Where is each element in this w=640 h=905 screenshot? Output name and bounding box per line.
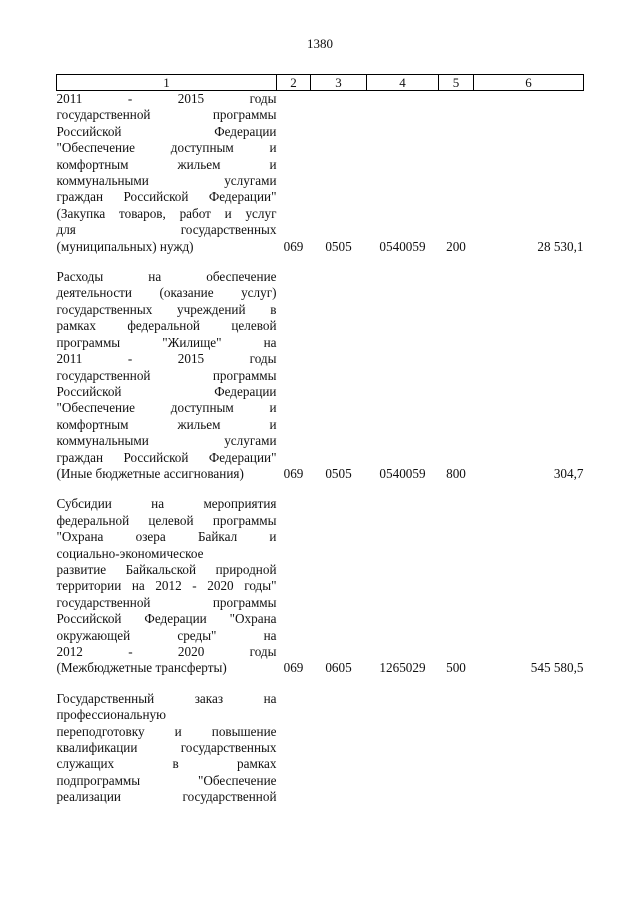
description-line: (муниципальных) нужд) (56, 238, 194, 254)
header-col-1: 1 (57, 75, 277, 91)
ministry-code: 069 (283, 660, 304, 676)
description-line: (Иные бюджетные ассигнования) (56, 465, 244, 481)
spacer-cell (277, 255, 311, 269)
table-row (57, 496, 584, 676)
expense-type-code (439, 691, 474, 806)
amount-value: 304,7 (553, 465, 584, 481)
expense-type-code: 500 (446, 660, 466, 676)
spacer-cell (57, 482, 277, 496)
description-line: переподготовку и повышение (56, 723, 277, 739)
description-line: государственной программы (56, 367, 277, 383)
ministry-code (277, 691, 311, 806)
target-code (367, 691, 439, 806)
header-col-4: 4 (367, 75, 439, 91)
table-header-row (57, 75, 584, 91)
header-col-3: 3 (311, 75, 367, 91)
table-row (57, 91, 584, 256)
description-line: 2012 - 2020 годы (56, 644, 277, 659)
description-line: граждан Российской Федерации" (56, 449, 277, 465)
description-line: федеральной целевой программы (56, 512, 277, 528)
description-line: Российской Федерации (56, 123, 277, 139)
description-line: "Обеспечение доступным и (56, 400, 277, 416)
description-line: "Охрана озера Байкал и (56, 529, 277, 545)
description-line: Российской Федерации (56, 383, 277, 399)
amount-value (474, 691, 584, 806)
table-body (57, 91, 584, 806)
description-line: коммунальными услугами (56, 433, 277, 449)
description-line: реализации государственной (56, 789, 277, 805)
header-col-2: 2 (277, 75, 311, 91)
target-code: 0540059 (379, 238, 426, 254)
description-line: для государственных (56, 222, 277, 238)
ministry-code: 069 (283, 465, 304, 481)
table-row (57, 269, 584, 482)
spacer-cell (311, 255, 367, 269)
amount-value: 545 580,5 (530, 660, 584, 676)
budget-table (56, 74, 584, 806)
description-line: социально-экономическое (56, 545, 204, 561)
description-line: деятельности (оказание услуг) (56, 285, 277, 301)
spacer-cell (367, 255, 439, 269)
description-line: Российской Федерации "Охрана (56, 611, 277, 627)
section-code: 0605 (325, 660, 352, 676)
section-code: 0505 (325, 238, 352, 254)
description-line: (Закупка товаров, работ и услуг (56, 205, 277, 221)
spacer-cell (367, 482, 439, 496)
row-description (57, 691, 277, 806)
spacer-cell (311, 482, 367, 496)
amount-value: 28 530,1 (537, 238, 584, 254)
spacer-cell (57, 255, 277, 269)
description-line: Расходы на обеспечение (56, 269, 277, 285)
header-col-6: 6 (474, 75, 584, 91)
row-spacer (57, 482, 584, 496)
description-line: рамках федеральной целевой (56, 318, 277, 334)
description-line: подпрограммы "Обеспечение (56, 772, 277, 788)
description-line: (Межбюджетные трансферты) (56, 660, 227, 676)
description-line: служащих в рамках (56, 756, 277, 772)
description-line: 2011 - 2015 годы (56, 351, 277, 367)
description-line: "Обеспечение доступным и (56, 140, 277, 156)
row-spacer (57, 255, 584, 269)
section-code: 0505 (325, 465, 352, 481)
row-description (57, 91, 277, 256)
spacer-cell (474, 482, 584, 496)
description-line: Субсидии на мероприятия (56, 496, 277, 512)
spacer-cell (367, 677, 439, 691)
spacer-cell (474, 255, 584, 269)
expense-type-code: 800 (446, 465, 466, 481)
target-code: 0540059 (379, 465, 426, 481)
spacer-cell (311, 677, 367, 691)
spacer-cell (439, 677, 474, 691)
description-line: государственной программы (56, 594, 277, 610)
description-line: государственных учреждений в (56, 301, 277, 317)
spacer-cell (474, 677, 584, 691)
description-line: Государственный заказ на (56, 690, 277, 706)
description-line: государственной программы (56, 107, 277, 123)
ministry-code: 069 (283, 238, 304, 254)
description-line: комфортным жильем и (56, 416, 277, 432)
description-line: коммунальными услугами (56, 173, 277, 189)
row-description (57, 496, 277, 676)
description-line: 2011 - 2015 годы (56, 91, 277, 106)
spacer-cell (439, 255, 474, 269)
description-line: комфортным жильем и (56, 156, 277, 172)
row-spacer (57, 677, 584, 691)
spacer-cell (439, 482, 474, 496)
description-line: развитие Байкальской природной (56, 561, 277, 577)
description-line: окружающей среды" на (56, 627, 277, 643)
table-row (57, 691, 584, 806)
target-code: 1265029 (379, 660, 426, 676)
section-code (311, 691, 367, 806)
row-description (57, 269, 277, 482)
description-line: квалификации государственных (56, 740, 277, 756)
description-line: граждан Российской Федерации" (56, 189, 277, 205)
page-number: 1380 (307, 36, 333, 51)
spacer-cell (57, 677, 277, 691)
description-line: программы "Жилище" на (56, 334, 277, 350)
spacer-cell (277, 482, 311, 496)
expense-type-code: 200 (446, 238, 466, 254)
header-col-5: 5 (439, 75, 474, 91)
description-line: профессиональную (56, 707, 166, 723)
spacer-cell (277, 677, 311, 691)
description-line: территории на 2012 - 2020 годы" (56, 578, 277, 594)
